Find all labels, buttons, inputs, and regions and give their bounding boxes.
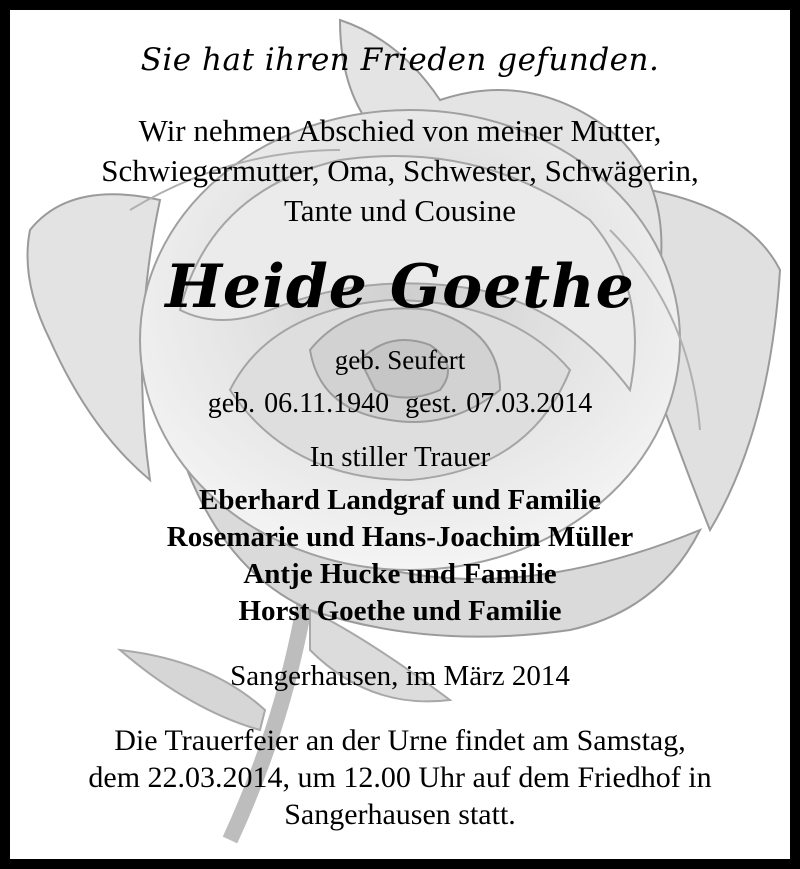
place-and-date: Sangerhausen, im März 2014 bbox=[230, 660, 570, 692]
birth-date: geb. 06.11.1940 bbox=[207, 388, 390, 419]
mourners-list bbox=[10, 482, 790, 630]
mourner-entry: Horst Goethe und Familie bbox=[238, 595, 562, 627]
ceremony-line: Sangerhausen statt. bbox=[284, 798, 516, 831]
life-dates bbox=[10, 388, 790, 420]
ceremony-line: dem 22.03.2014, um 12.00 Uhr auf dem Friedhof in bbox=[88, 761, 712, 794]
mourner-entry: Eberhard Landgraf und Familie bbox=[198, 484, 602, 516]
deceased-name: Heide Goethe bbox=[165, 252, 635, 322]
motto-line: Sie hat ihren Frieden gefunden. bbox=[140, 42, 660, 78]
ceremony-info bbox=[10, 722, 790, 833]
intro-line: Wir nehmen Abschied von meiner Mutter, bbox=[138, 113, 662, 148]
death-date: gest. 07.03.2014 bbox=[405, 388, 593, 419]
maiden-name: geb. Seufert bbox=[334, 345, 466, 375]
intro-text bbox=[10, 111, 790, 231]
mourning-label: In stiller Trauer bbox=[309, 441, 491, 473]
ceremony-line: Die Trauerfeier an der Urne findet am Samstag, bbox=[114, 724, 686, 757]
mourner-entry: Rosemarie und Hans-Joachim Müller bbox=[166, 521, 634, 553]
intro-line: Schwiegermutter, Oma, Schwester, Schwägerin, bbox=[101, 153, 699, 188]
notice-text bbox=[10, 10, 790, 859]
mourner-entry: Antje Hucke und Familie bbox=[243, 558, 557, 590]
intro-line: Tante und Cousine bbox=[283, 193, 516, 228]
